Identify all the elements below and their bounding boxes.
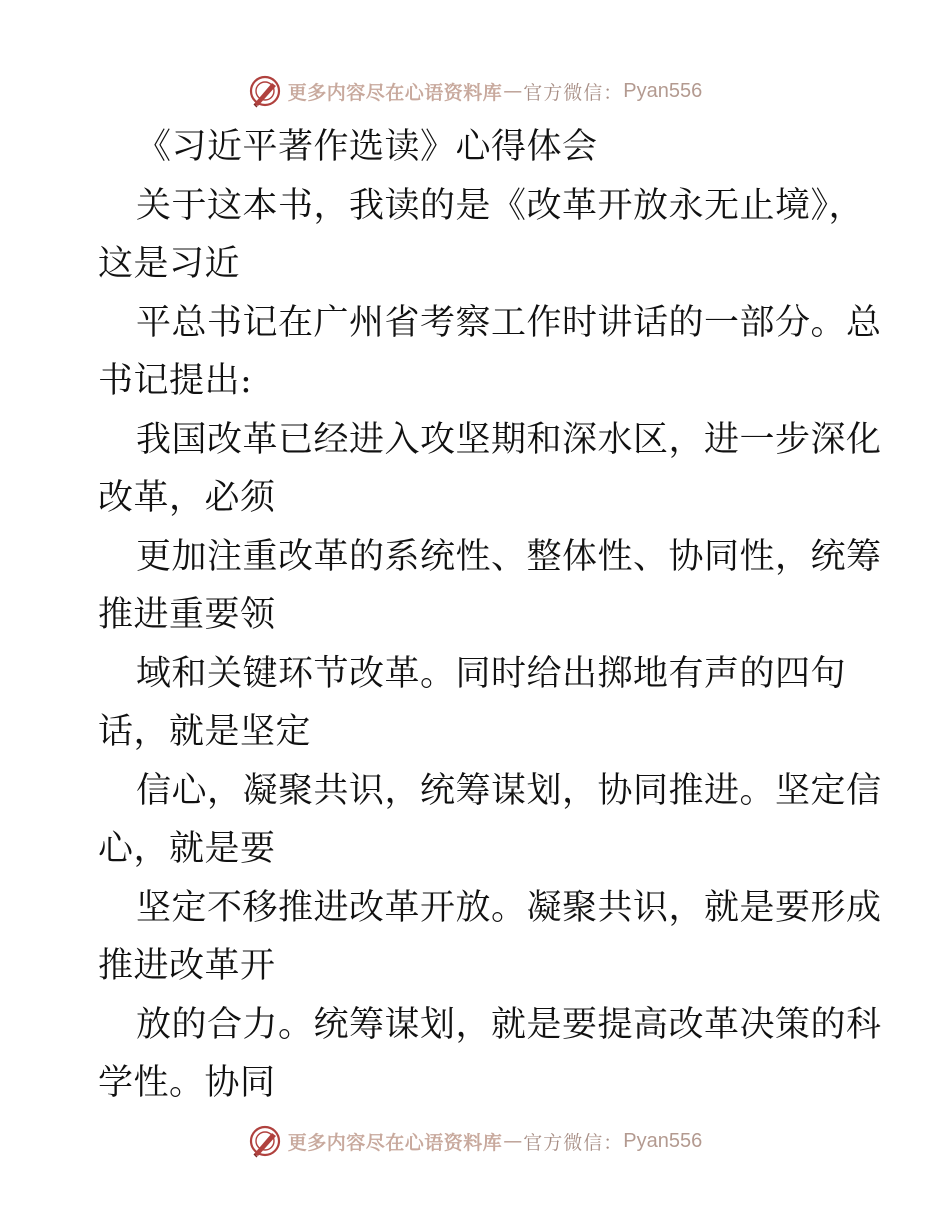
text-line: 改革，必须 [98, 478, 276, 518]
text-line: 关于这本书，我读的是《改革开放永无止境》， [136, 185, 865, 226]
text-line: 更加注重改革的系统性、整体性、协同性，统筹 [136, 536, 882, 577]
text-line: 心，就是要 [98, 829, 276, 869]
text-line: 书记提出: [98, 361, 253, 401]
banner-main-text: 更多内容尽在心语资料库 [287, 81, 503, 104]
banner-wechat-id: Pyan556 [623, 1129, 703, 1152]
banner-dash: — [503, 1130, 523, 1152]
text-line: 这是习近 [98, 244, 241, 284]
banner-main-text: 更多内容尽在心语资料库 [287, 1131, 503, 1154]
document-body [98, 118, 882, 1113]
text-line: 信心，凝聚共识，统筹谋划，协同推进。坚定信 [136, 770, 882, 811]
text-line: 话，就是坚定 [98, 712, 312, 752]
header-watermark-banner [0, 71, 950, 111]
text-line: 我国改革已经进入攻坚期和深水区，进一步深化 [136, 419, 882, 460]
footer-watermark-banner [0, 1121, 950, 1161]
text-line: 推进改革开 [98, 946, 276, 986]
text-line: 平总书记在广州省考察工作时讲话的一部分。总 [136, 302, 882, 343]
banner-wechat-id: Pyan556 [623, 79, 703, 102]
text-line: 学性。协同 [98, 1063, 276, 1103]
banner-wechat-label: 官方微信： [523, 81, 624, 104]
banner-dash: — [503, 80, 523, 102]
pen-logo-icon [248, 1124, 282, 1158]
text-line: 域和关键环节改革。同时给出掷地有声的四句 [136, 653, 847, 694]
text-line: 放的合力。统筹谋划，就是要提高改革决策的科 [136, 1004, 882, 1045]
banner-wechat-label: 官方微信： [523, 1131, 624, 1154]
document-title: 《习近平著作选读》心得体会 [136, 127, 598, 167]
pen-logo-icon [248, 74, 282, 108]
text-line: 坚定不移推进改革开放。凝聚共识，就是要形成 [136, 887, 882, 928]
text-line: 推进重要领 [98, 595, 276, 635]
